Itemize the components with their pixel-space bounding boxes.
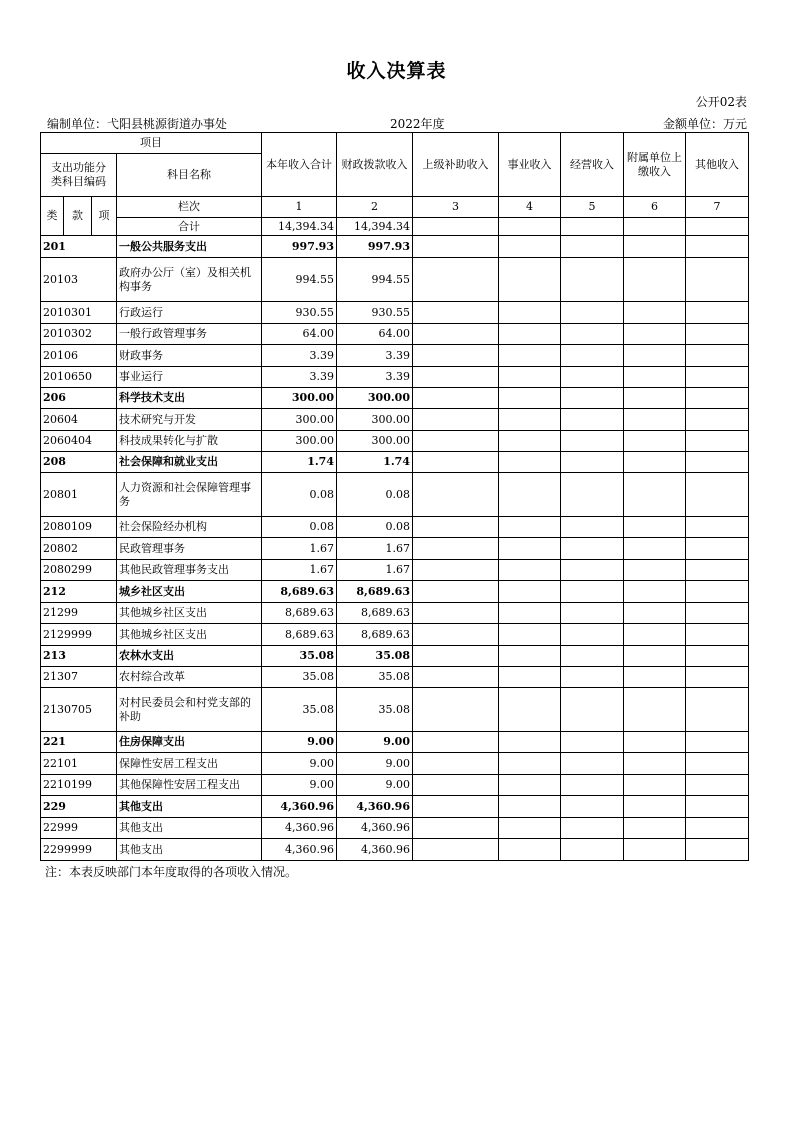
table-row	[41, 452, 749, 473]
row-code: 20802	[41, 538, 117, 560]
row-fiscal-income: 0.08	[337, 473, 413, 517]
row-subject-name: 民政管理事务	[117, 538, 262, 560]
empty-cell	[413, 775, 499, 796]
col-num: 3	[413, 197, 499, 218]
row-total-income: 1.74	[262, 452, 337, 473]
empty-cell	[686, 818, 749, 839]
empty-cell	[686, 839, 749, 861]
form-code: 公开02表	[695, 95, 747, 109]
empty-cell	[413, 603, 499, 624]
row-fiscal-income: 4,360.96	[337, 796, 413, 818]
empty-cell	[413, 796, 499, 818]
empty-cell	[561, 624, 624, 646]
table-row	[41, 517, 749, 538]
row-total-income: 4,360.96	[262, 796, 337, 818]
table-row	[41, 538, 749, 560]
empty-cell	[413, 258, 499, 302]
row-code: 21299	[41, 603, 117, 624]
empty-cell	[686, 560, 749, 581]
row-fiscal-income: 300.00	[337, 431, 413, 452]
row-fiscal-income: 0.08	[337, 517, 413, 538]
total-label: 合计	[117, 218, 262, 236]
row-subject-name: 城乡社区支出	[117, 581, 262, 603]
table-row	[41, 688, 749, 732]
table-row	[41, 839, 749, 861]
empty-cell	[624, 818, 686, 839]
row-code: 229	[41, 796, 117, 818]
row-total-income: 3.39	[262, 345, 337, 367]
empty-cell	[413, 431, 499, 452]
header-column-index: 栏次	[117, 197, 262, 218]
empty-cell	[413, 236, 499, 258]
empty-cell	[624, 839, 686, 861]
empty-cell	[686, 324, 749, 345]
row-subject-name: 一般公共服务支出	[117, 236, 262, 258]
row-subject-name: 其他支出	[117, 839, 262, 861]
row-total-income: 1.67	[262, 560, 337, 581]
table-row	[41, 775, 749, 796]
row-fiscal-income: 35.08	[337, 688, 413, 732]
empty-cell	[624, 367, 686, 388]
header-superior-income: 上级补助收入	[413, 133, 499, 197]
empty-cell	[499, 560, 561, 581]
empty-cell	[624, 345, 686, 367]
empty-cell	[413, 473, 499, 517]
empty-cell	[624, 581, 686, 603]
empty-cell	[624, 560, 686, 581]
empty-cell	[561, 473, 624, 517]
row-subject-name: 保障性安居工程支出	[117, 753, 262, 775]
empty-cell	[686, 388, 749, 409]
empty-cell	[499, 839, 561, 861]
empty-cell	[686, 473, 749, 517]
header-business-income: 事业收入	[499, 133, 561, 197]
empty-cell	[686, 775, 749, 796]
row-fiscal-income: 9.00	[337, 753, 413, 775]
row-subject-name: 住房保障支出	[117, 732, 262, 753]
empty-cell	[686, 732, 749, 753]
table-row	[41, 324, 749, 345]
table-row	[41, 581, 749, 603]
empty-cell	[686, 517, 749, 538]
row-total-income: 9.00	[262, 775, 337, 796]
row-fiscal-income: 994.55	[337, 258, 413, 302]
empty-cell	[624, 473, 686, 517]
empty-cell	[686, 646, 749, 667]
header-operating-income: 经营收入	[561, 133, 624, 197]
empty-cell	[499, 236, 561, 258]
table-row	[41, 388, 749, 409]
empty-cell	[624, 517, 686, 538]
empty-cell	[686, 431, 749, 452]
row-subject-name: 其他保障性安居工程支出	[117, 775, 262, 796]
header-item: 项目	[41, 133, 262, 154]
row-fiscal-income: 300.00	[337, 388, 413, 409]
empty-cell	[686, 302, 749, 324]
empty-cell	[499, 388, 561, 409]
empty-cell	[624, 688, 686, 732]
empty-cell	[561, 603, 624, 624]
empty-cell	[499, 667, 561, 688]
total-value-col1: 14,394.34	[262, 218, 337, 236]
empty-cell	[561, 431, 624, 452]
table-row	[41, 409, 749, 431]
empty-cell	[686, 409, 749, 431]
empty-cell	[624, 753, 686, 775]
empty-cell	[499, 517, 561, 538]
row-fiscal-income: 64.00	[337, 324, 413, 345]
table-row	[41, 431, 749, 452]
row-fiscal-income: 8,689.63	[337, 603, 413, 624]
empty-cell	[499, 367, 561, 388]
row-fiscal-income: 4,360.96	[337, 839, 413, 861]
empty-cell	[561, 796, 624, 818]
header-function-code: 支出功能分类科目编码	[41, 154, 117, 197]
empty-cell	[686, 753, 749, 775]
empty-cell	[624, 603, 686, 624]
empty-cell	[686, 538, 749, 560]
empty-cell	[561, 688, 624, 732]
row-total-income: 300.00	[262, 409, 337, 431]
row-fiscal-income: 1.74	[337, 452, 413, 473]
empty-cell	[624, 667, 686, 688]
row-total-income: 9.00	[262, 753, 337, 775]
row-subject-name: 社会保障和就业支出	[117, 452, 262, 473]
empty-cell	[686, 581, 749, 603]
row-fiscal-income: 9.00	[337, 732, 413, 753]
row-code: 208	[41, 452, 117, 473]
empty-cell	[499, 258, 561, 302]
empty-cell	[499, 345, 561, 367]
row-fiscal-income: 300.00	[337, 409, 413, 431]
empty-cell	[561, 753, 624, 775]
col-num: 2	[337, 197, 413, 218]
empty-cell	[561, 732, 624, 753]
row-subject-name: 社会保险经办机构	[117, 517, 262, 538]
row-code: 2129999	[41, 624, 117, 646]
row-subject-name: 技术研究与开发	[117, 409, 262, 431]
empty-cell	[686, 688, 749, 732]
empty-cell	[624, 775, 686, 796]
row-code: 2080109	[41, 517, 117, 538]
row-total-income: 997.93	[262, 236, 337, 258]
col-num: 4	[499, 197, 561, 218]
row-fiscal-income: 8,689.63	[337, 624, 413, 646]
row-code: 20801	[41, 473, 117, 517]
row-code: 213	[41, 646, 117, 667]
empty-cell	[499, 581, 561, 603]
row-fiscal-income: 3.39	[337, 367, 413, 388]
table-row	[41, 258, 749, 302]
empty-cell	[413, 302, 499, 324]
currency-unit: 金额单位：万元	[662, 117, 747, 131]
row-subject-name: 农村综合改革	[117, 667, 262, 688]
fiscal-year: 2022年度	[390, 117, 445, 131]
row-total-income: 930.55	[262, 302, 337, 324]
row-fiscal-income: 997.93	[337, 236, 413, 258]
empty-cell	[561, 818, 624, 839]
empty-cell	[413, 367, 499, 388]
row-total-income: 9.00	[262, 732, 337, 753]
row-total-income: 3.39	[262, 367, 337, 388]
empty-cell	[686, 624, 749, 646]
row-code: 2010301	[41, 302, 117, 324]
table-row	[41, 367, 749, 388]
page-title: 收入决算表	[346, 60, 447, 82]
row-code: 2130705	[41, 688, 117, 732]
row-fiscal-income: 930.55	[337, 302, 413, 324]
empty-cell	[561, 388, 624, 409]
empty-cell	[561, 538, 624, 560]
col-num: 1	[262, 197, 337, 218]
table-row	[41, 345, 749, 367]
empty-cell	[561, 452, 624, 473]
row-subject-name: 其他支出	[117, 818, 262, 839]
row-total-income: 8,689.63	[262, 603, 337, 624]
empty-cell	[561, 367, 624, 388]
empty-cell	[561, 775, 624, 796]
table-note: 注：本表反映部门本年度取得的各项收入情况。	[45, 865, 298, 879]
col-num: 5	[561, 197, 624, 218]
empty-cell	[686, 258, 749, 302]
empty-cell	[413, 517, 499, 538]
row-fiscal-income: 1.67	[337, 560, 413, 581]
empty-cell	[624, 236, 686, 258]
row-subject-name: 行政运行	[117, 302, 262, 324]
empty-cell	[624, 431, 686, 452]
empty-cell	[499, 796, 561, 818]
col-num: 6	[624, 197, 686, 218]
empty-cell	[624, 324, 686, 345]
row-total-income: 300.00	[262, 388, 337, 409]
empty-cell	[499, 324, 561, 345]
empty-cell	[624, 538, 686, 560]
table-row	[41, 624, 749, 646]
empty-cell	[413, 753, 499, 775]
empty-cell	[624, 452, 686, 473]
empty-cell	[561, 581, 624, 603]
empty-cell	[499, 753, 561, 775]
empty-cell	[686, 452, 749, 473]
row-code: 20103	[41, 258, 117, 302]
row-code: 20604	[41, 409, 117, 431]
empty-cell	[499, 624, 561, 646]
row-fiscal-income: 35.08	[337, 667, 413, 688]
row-subject-name: 财政事务	[117, 345, 262, 367]
header-other-income: 其他收入	[686, 133, 749, 197]
empty-cell	[499, 603, 561, 624]
empty-cell	[561, 302, 624, 324]
empty-cell	[561, 258, 624, 302]
empty-cell	[499, 431, 561, 452]
empty-cell	[561, 324, 624, 345]
row-total-income: 35.08	[262, 646, 337, 667]
empty-cell	[413, 818, 499, 839]
empty-cell	[624, 796, 686, 818]
row-total-income: 4,360.96	[262, 818, 337, 839]
empty-cell	[624, 258, 686, 302]
table-row	[41, 236, 749, 258]
income-final-accounts-table	[40, 132, 749, 861]
table-row	[41, 560, 749, 581]
row-code: 2010650	[41, 367, 117, 388]
col-num: 7	[686, 197, 749, 218]
empty-cell	[499, 775, 561, 796]
empty-cell	[413, 581, 499, 603]
empty-cell	[413, 688, 499, 732]
empty-cell	[499, 732, 561, 753]
row-code: 206	[41, 388, 117, 409]
empty-cell	[624, 409, 686, 431]
row-subject-name: 人力资源和社会保障管理事务	[117, 473, 262, 517]
row-total-income: 8,689.63	[262, 581, 337, 603]
empty-cell	[499, 646, 561, 667]
row-total-income: 0.08	[262, 473, 337, 517]
row-fiscal-income: 3.39	[337, 345, 413, 367]
empty-cell	[624, 302, 686, 324]
table-row	[41, 473, 749, 517]
row-fiscal-income: 9.00	[337, 775, 413, 796]
empty-cell	[413, 388, 499, 409]
compiling-unit: 编制单位：弋阳县桃源街道办事处	[47, 117, 228, 131]
empty-cell	[686, 603, 749, 624]
row-subject-name: 政府办公厅（室）及相关机构事务	[117, 258, 262, 302]
empty-cell	[499, 688, 561, 732]
table-row	[41, 753, 749, 775]
row-subject-name: 事业运行	[117, 367, 262, 388]
row-total-income: 4,360.96	[262, 839, 337, 861]
row-total-income: 35.08	[262, 688, 337, 732]
total-value-col2: 14,394.34	[337, 218, 413, 236]
empty-cell	[686, 796, 749, 818]
empty-cell	[413, 667, 499, 688]
empty-cell	[686, 667, 749, 688]
row-code: 22999	[41, 818, 117, 839]
empty-cell	[413, 560, 499, 581]
row-fiscal-income: 35.08	[337, 646, 413, 667]
row-code: 21307	[41, 667, 117, 688]
row-code: 20106	[41, 345, 117, 367]
row-subject-name: 其他城乡社区支出	[117, 624, 262, 646]
header-affiliated-income: 附属单位上缴收入	[624, 133, 686, 197]
empty-cell	[499, 818, 561, 839]
empty-cell	[624, 388, 686, 409]
row-total-income: 8,689.63	[262, 624, 337, 646]
table-row	[41, 646, 749, 667]
empty-cell	[561, 646, 624, 667]
empty-cell	[499, 302, 561, 324]
empty-cell	[413, 452, 499, 473]
empty-cell	[561, 409, 624, 431]
empty-cell	[561, 517, 624, 538]
table-row	[41, 667, 749, 688]
row-total-income: 0.08	[262, 517, 337, 538]
header-xiang: 项	[92, 197, 117, 236]
row-fiscal-income: 1.67	[337, 538, 413, 560]
empty-cell	[561, 345, 624, 367]
header-lei: 类	[41, 197, 64, 236]
row-code: 212	[41, 581, 117, 603]
empty-cell	[561, 839, 624, 861]
table-row	[41, 732, 749, 753]
empty-cell	[561, 667, 624, 688]
row-total-income: 64.00	[262, 324, 337, 345]
empty-cell	[686, 236, 749, 258]
empty-cell	[413, 538, 499, 560]
row-subject-name: 一般行政管理事务	[117, 324, 262, 345]
header-total-income: 本年收入合计	[262, 133, 337, 197]
empty-cell	[413, 345, 499, 367]
header-subject-name: 科目名称	[117, 154, 262, 197]
empty-cell	[413, 732, 499, 753]
row-total-income: 994.55	[262, 258, 337, 302]
row-subject-name: 农林水支出	[117, 646, 262, 667]
empty-cell	[413, 839, 499, 861]
row-code: 2210199	[41, 775, 117, 796]
empty-cell	[624, 732, 686, 753]
row-total-income: 1.67	[262, 538, 337, 560]
row-subject-name: 科学技术支出	[117, 388, 262, 409]
empty-cell	[499, 409, 561, 431]
empty-cell	[499, 473, 561, 517]
empty-cell	[413, 324, 499, 345]
row-subject-name: 对村民委员会和村党支部的补助	[117, 688, 262, 732]
row-code: 2299999	[41, 839, 117, 861]
row-fiscal-income: 4,360.96	[337, 818, 413, 839]
row-code: 2010302	[41, 324, 117, 345]
empty-cell	[413, 624, 499, 646]
row-code: 2060404	[41, 431, 117, 452]
row-total-income: 35.08	[262, 667, 337, 688]
empty-cell	[561, 236, 624, 258]
table-row	[41, 302, 749, 324]
row-subject-name: 科技成果转化与扩散	[117, 431, 262, 452]
empty-cell	[561, 560, 624, 581]
header-kuan: 款	[64, 197, 92, 236]
row-subject-name: 其他城乡社区支出	[117, 603, 262, 624]
row-fiscal-income: 8,689.63	[337, 581, 413, 603]
empty-cell	[624, 646, 686, 667]
row-code: 2080299	[41, 560, 117, 581]
row-code: 221	[41, 732, 117, 753]
table-row	[41, 603, 749, 624]
empty-cell	[499, 452, 561, 473]
table-row	[41, 818, 749, 839]
empty-cell	[413, 646, 499, 667]
empty-cell	[686, 367, 749, 388]
row-total-income: 300.00	[262, 431, 337, 452]
row-subject-name: 其他民政管理事务支出	[117, 560, 262, 581]
empty-cell	[624, 624, 686, 646]
row-code: 201	[41, 236, 117, 258]
header-fiscal-income: 财政拨款收入	[337, 133, 413, 197]
empty-cell	[686, 345, 749, 367]
row-subject-name: 其他支出	[117, 796, 262, 818]
empty-cell	[413, 409, 499, 431]
row-code: 22101	[41, 753, 117, 775]
empty-cell	[499, 538, 561, 560]
table-row	[41, 796, 749, 818]
